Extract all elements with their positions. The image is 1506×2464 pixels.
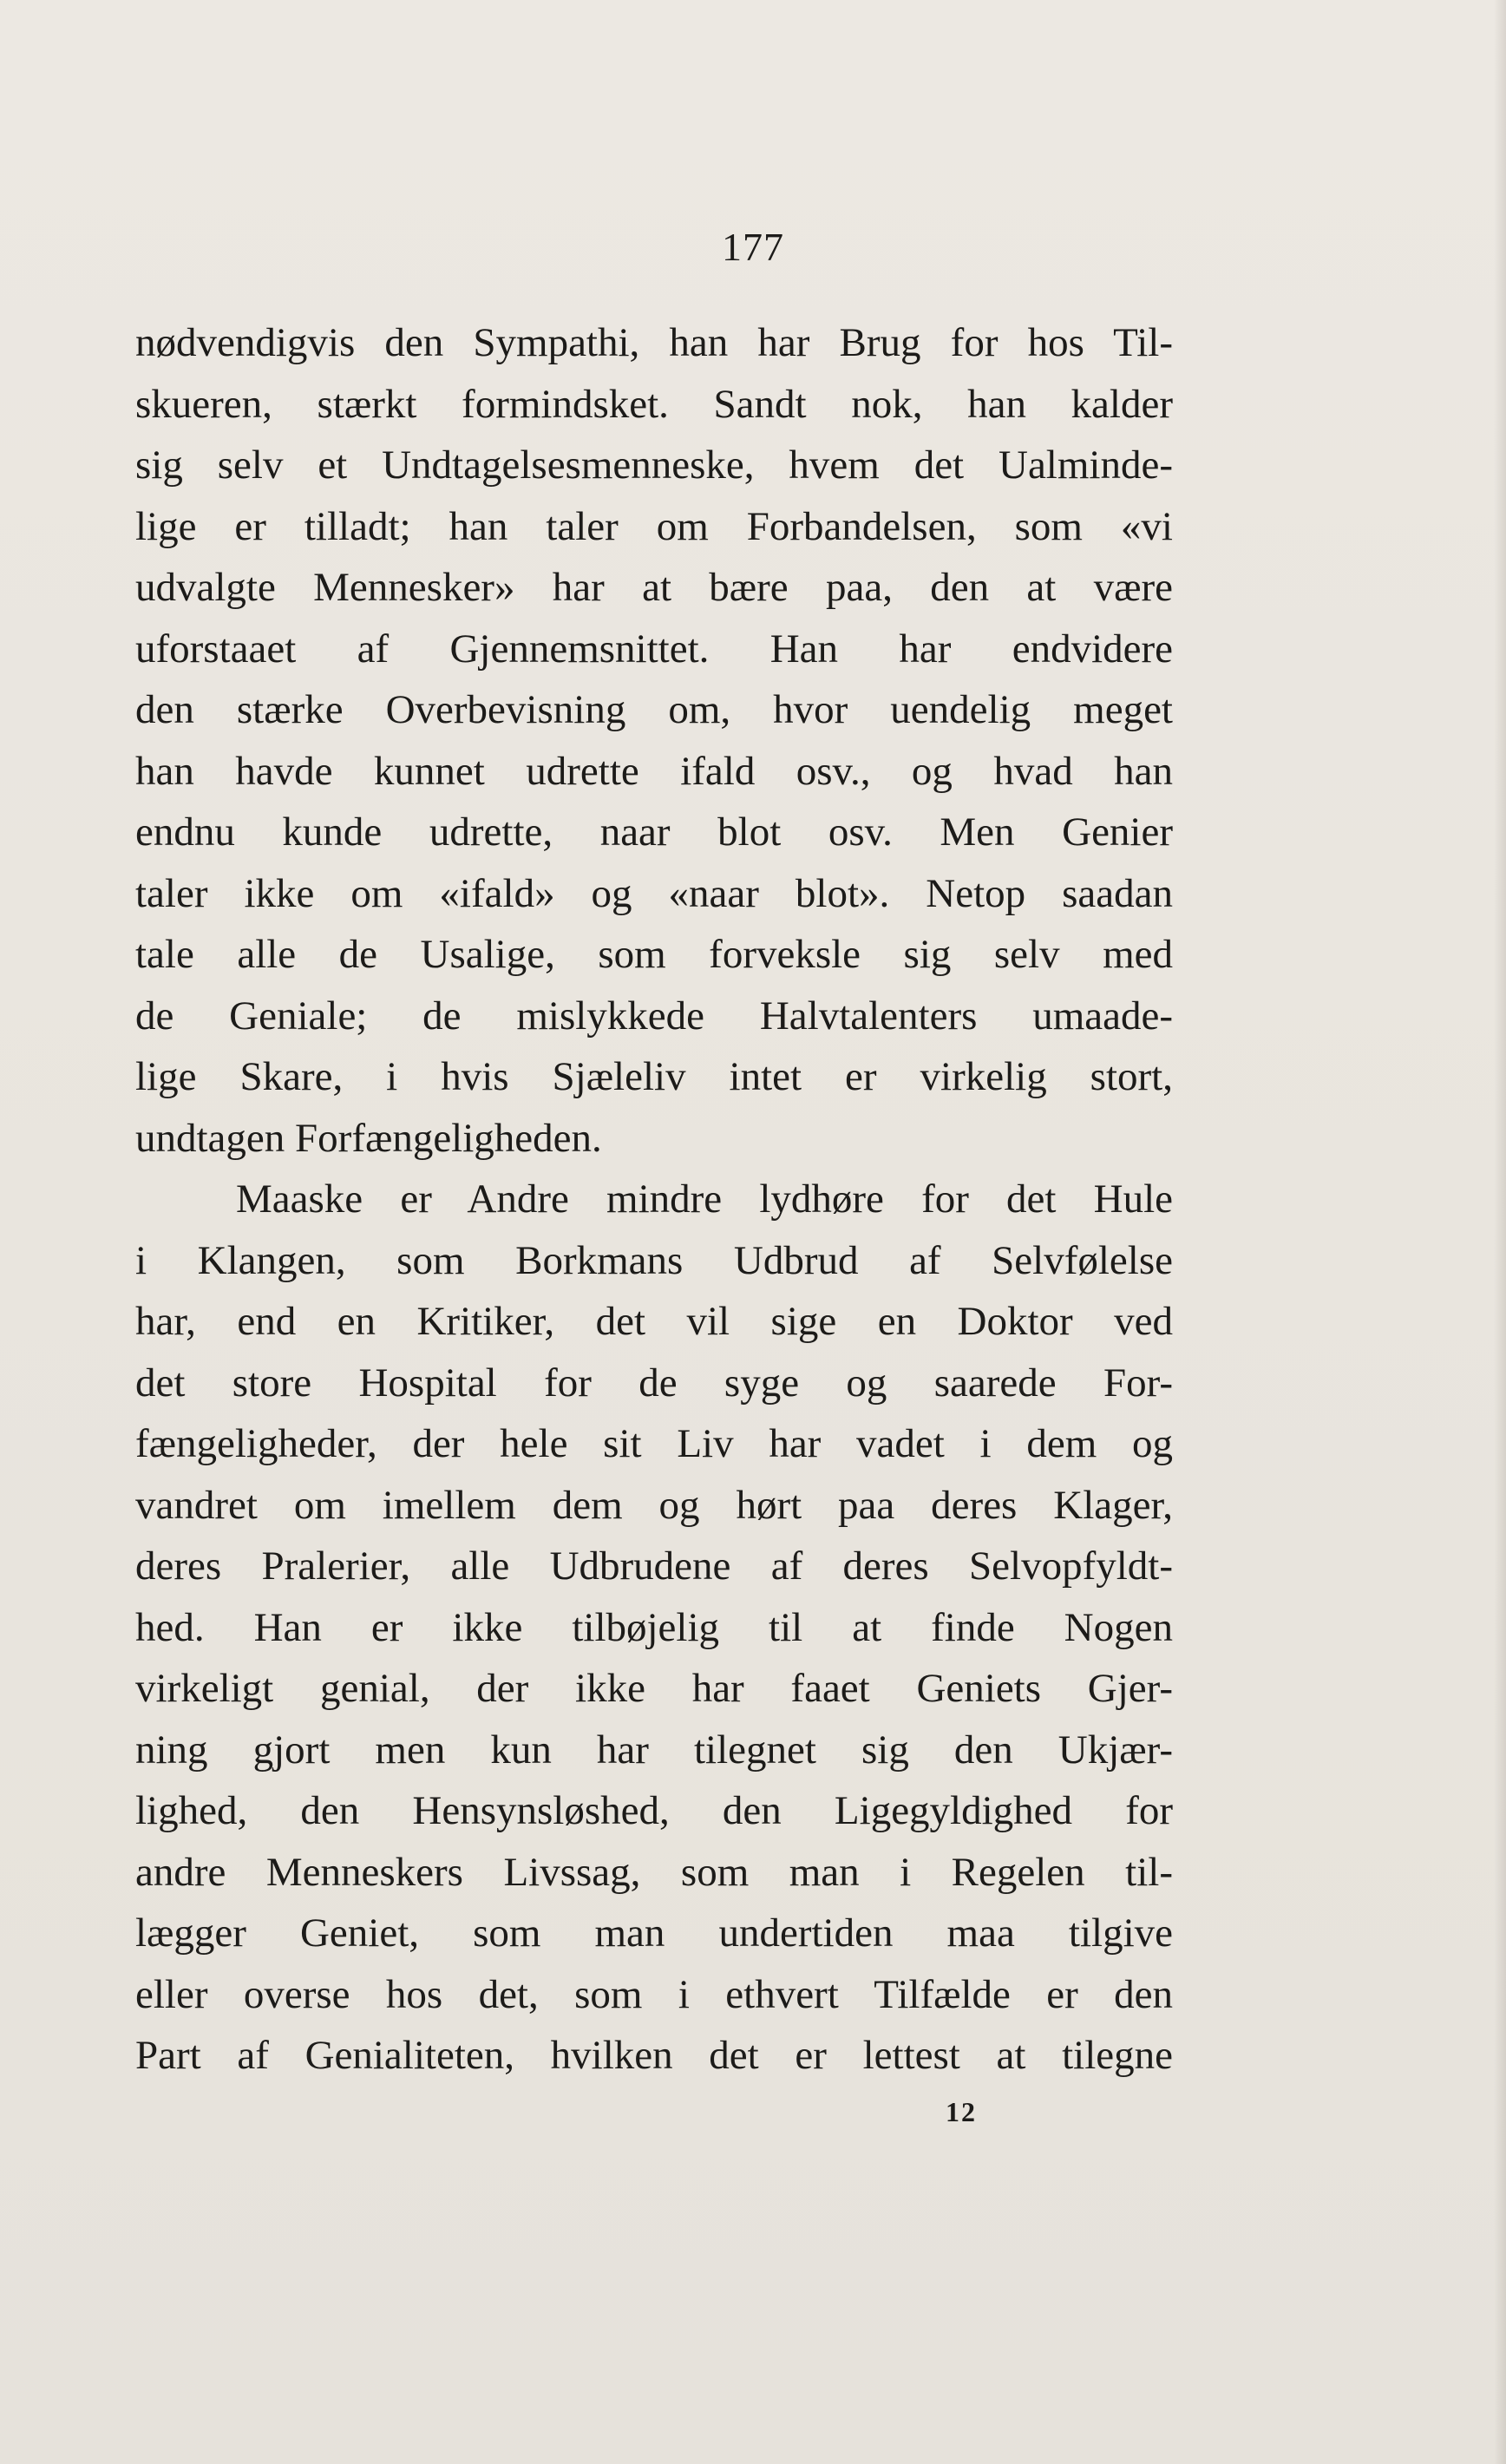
text-line: i Klangen, som Borkmans Udbrud af Selvfølelse [135, 1237, 1173, 1283]
signature-mark: 12 [946, 2096, 977, 2127]
text-line: Part af Genialiteten, hvilken det er lettest at tilegne [135, 2033, 1173, 2078]
text-line: uforstaaet af Gjennemsnittet. Han har endvidere [135, 626, 1173, 672]
text-line: virkeligt genial, der ikke har faaet Geniets Gjer- [135, 1666, 1173, 1711]
page-number: 177 [722, 225, 784, 269]
page-edge-shadow [1494, 0, 1506, 2464]
text-line: skueren, stærkt formindsket. Sandt nok, han kalder [135, 381, 1173, 427]
text-line: den stærke Overbevisning om, hvor uendelig meget [135, 687, 1173, 732]
text-line: det store Hospital for de syge og saarede For- [135, 1360, 1173, 1406]
body-text [135, 312, 1173, 2087]
text-line: de Geniale; de mislykkede Halvtalenters umaade- [135, 993, 1173, 1039]
text-line: endnu kunde udrette, naar blot osv. Men Genier [135, 809, 1173, 855]
text-line: lægger Geniet, som man undertiden maa tilgive [135, 1910, 1173, 1956]
text-line: sig selv et Undtagelsesmenneske, hvem det Ualminde- [135, 442, 1173, 488]
text-line: ning gjort men kun har tilegnet sig den Ukjær- [135, 1727, 1173, 1773]
paragraph-end-line: undtagen Forfængeligheden. [135, 1115, 602, 1161]
text-line: fængeligheder, der hele sit Liv har vadet i dem og [135, 1421, 1173, 1466]
paragraph-start-line: Maaske er Andre mindre lydhøre for det Hule [236, 1176, 1173, 1222]
text-line: eller overse hos det, som i ethvert Tilfælde er den [135, 1971, 1173, 2017]
text-line: andre Menneskers Livssag, som man i Regelen til- [135, 1849, 1173, 1895]
text-line: har, end en Kritiker, det vil sige en Doktor ved [135, 1299, 1173, 1344]
text-line: lighed, den Hensynsløshed, den Ligegyldighed for [135, 1788, 1173, 1833]
text-line: vandret om imellem dem og hørt paa deres Klager, [135, 1482, 1173, 1528]
text-line: lige er tilladt; han taler om Forbandelsen, som «vi [135, 503, 1173, 549]
text-line: lige Skare, i hvis Sjæleliv intet er virkelig stort, [135, 1054, 1173, 1099]
text-line: taler ikke om «ifald» og «naar blot». Netop saadan [135, 870, 1173, 916]
text-line: hed. Han er ikke tilbøjelig til at finde Nogen [135, 1604, 1173, 1650]
text-line: tale alle de Usalige, som forveksle sig selv med [135, 932, 1173, 977]
text-line: udvalgte Mennesker» har at bære paa, den at være [135, 565, 1173, 610]
text-line: han havde kunnet udrette ifald osv., og hvad han [135, 748, 1173, 794]
text-line: deres Pralerier, alle Udbrudene af deres Selvopfyldt- [135, 1543, 1173, 1589]
text-line: nødvendigvis den Sympathi, han har Brug for hos Til- [135, 320, 1173, 365]
